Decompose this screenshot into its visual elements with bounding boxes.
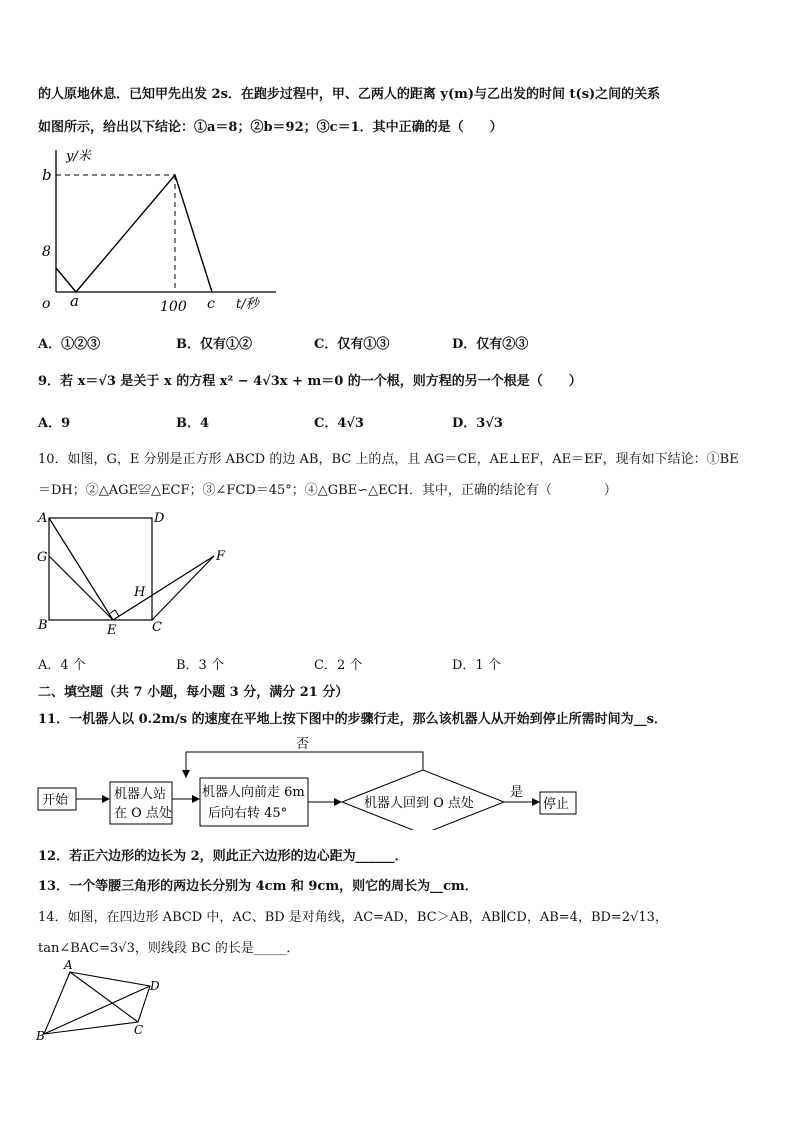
x-axis-label: t/秒 — [236, 297, 259, 312]
q10-choice-d[interactable]: D．1 个 — [452, 658, 501, 673]
label-c: C — [134, 1023, 144, 1037]
q14-figure — [34, 958, 164, 1044]
flow-stop: 停止 — [543, 797, 570, 812]
label-f: F — [216, 549, 226, 564]
label-a: A — [64, 958, 73, 972]
q10-text-line2: ＝DH；②△AGE≌△ECF；③∠FCD＝45°；④△GBE∽△ECH．其中，正确的结论有（ ） — [38, 483, 617, 498]
q9-choices — [38, 412, 778, 431]
q8-choice-a[interactable]: A．①②③ — [38, 337, 101, 352]
flow-step2-line1: 机器人向前走 6m — [202, 785, 305, 800]
q8-choice-d[interactable]: D．仅有②③ — [452, 337, 529, 352]
q10-choices — [38, 654, 778, 673]
q9-text: 9．若 x＝√3 是关于 x 的方程 x² − 4√3x + m＝0 的一个根，则方程的另一个根是（ ） — [38, 374, 582, 389]
q9-choice-a[interactable]: A．9 — [38, 416, 71, 431]
hundred-label: 100 — [160, 299, 187, 315]
q11-text: 11．一机器人以 0.2m/s 的速度在平地上按下图中的步骤行走，那么该机器人从开始到停止所需时间为__s． — [38, 712, 667, 727]
q14-text-line1: 14．如图，在四边形 ABCD 中，AC、BD 是对角线，AC=AD，BC＞AB，AB∥CD，AB=4，BD=2√13， — [38, 910, 668, 925]
flow-step1-line2: 在 O 点处 — [114, 806, 172, 821]
flow-decision: 机器人回到 O 点处 — [364, 796, 474, 811]
q8-choice-b[interactable]: B．仅有①② — [176, 337, 252, 352]
flow-step1-line1: 机器人站 — [114, 787, 167, 802]
label-g: G — [37, 550, 48, 565]
label-b: B — [36, 1029, 45, 1043]
section-2-header: 二、填空题（共 7 小题，每小题 3 分，满分 21 分） — [38, 685, 349, 700]
q8-choices — [38, 333, 778, 352]
flow-start: 开始 — [42, 793, 69, 808]
segment-ge — [49, 556, 113, 620]
q8-text-line2: 如图所示，给出以下结论：①a＝8；②b＝92；③c＝1．其中正确的是（ ） — [38, 120, 503, 135]
c-label: c — [207, 296, 215, 312]
flow-no-loop — [186, 752, 423, 778]
segment-ef — [113, 556, 214, 620]
origin-label: o — [42, 296, 51, 312]
q8-text-line1: 的人原地休息．已知甲先出发 2s．在跑步过程中，甲、乙两人的距离 y(m)与乙出发的时间 t(s)之间的关系 — [38, 87, 661, 102]
a-label: a — [70, 292, 79, 310]
q9-choice-b[interactable]: B．4 — [176, 416, 210, 431]
q14-text-line2: tan∠BAC=3√3，则线段 BC 的长是_____． — [38, 941, 300, 956]
flow-yes-label: 是 — [510, 785, 524, 800]
label-d: D — [150, 979, 160, 993]
diagonal-ac — [70, 972, 138, 1022]
y-axis-label: y/米 — [66, 149, 91, 164]
label-b: B — [38, 618, 48, 633]
label-a: A — [38, 511, 48, 526]
q10-choice-a[interactable]: A．4 个 — [38, 658, 86, 673]
q10-choice-b[interactable]: B．3 个 — [176, 658, 224, 673]
b-label: b — [42, 166, 52, 184]
label-h: H — [134, 585, 146, 600]
q8-graph — [36, 140, 296, 320]
flow-no-label: 否 — [296, 737, 310, 752]
q10-text-line1: 10．如图，G，E 分别是正方形 ABCD 的边 AB，BC 上的点，且 AG＝CE，AE⊥EF，AE＝EF，现有如下结论：①BE — [38, 452, 739, 467]
q10-figure — [34, 508, 244, 638]
q8-choice-c[interactable]: C．仅有①③ — [314, 337, 390, 352]
flow-step2-line2: 后向右转 45° — [208, 806, 288, 821]
segment-ae — [49, 518, 113, 620]
q9-choice-c[interactable]: C．4√3 — [314, 416, 364, 431]
q13-text: 13．一个等腰三角形的两边长分别为 4cm 和 9cm，则它的周长为__cm． — [38, 879, 478, 894]
segment-cf — [152, 556, 214, 620]
q10-choice-c[interactable]: C．2 个 — [314, 658, 363, 673]
eight-label: 8 — [42, 244, 51, 260]
q12-text: 12．若正六边形的边长为 2，则此正六边形的边心距为______． — [38, 849, 408, 864]
label-e: E — [107, 623, 117, 638]
label-c: C — [152, 620, 162, 635]
label-d: D — [154, 511, 165, 526]
q11-flowchart — [34, 730, 594, 830]
q9-choice-d[interactable]: D．3√3 — [452, 416, 503, 431]
distance-graph — [56, 175, 212, 292]
